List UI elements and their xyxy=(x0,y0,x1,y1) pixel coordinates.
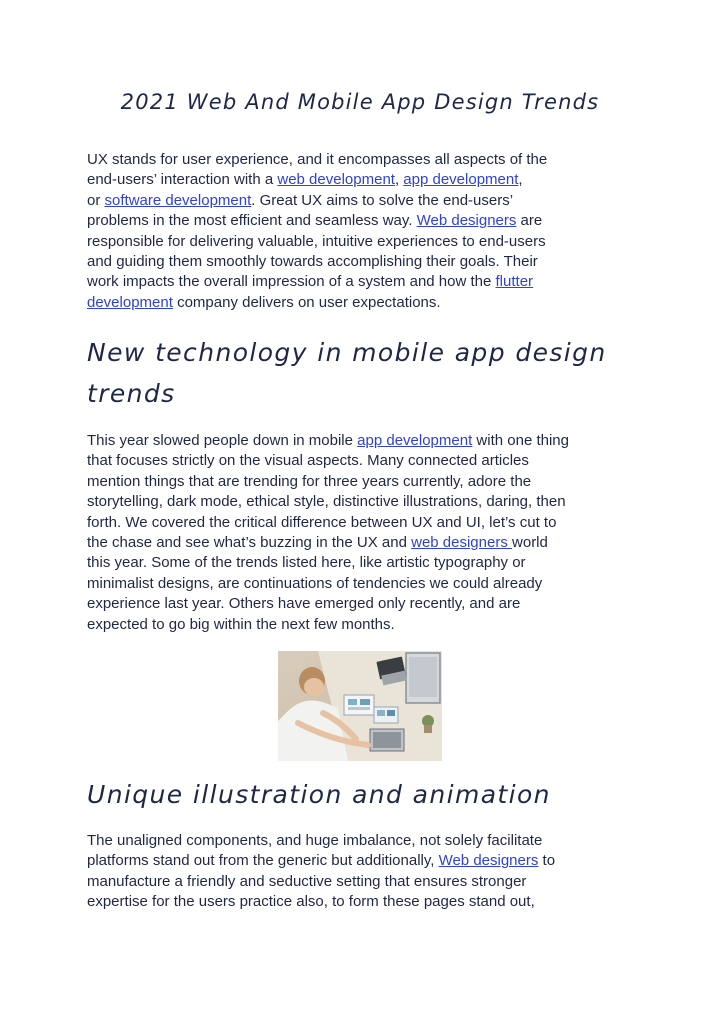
text-line xyxy=(87,170,647,190)
link-app-development[interactable]: app development xyxy=(403,171,519,189)
workspace-photo xyxy=(278,651,442,761)
text-run: , xyxy=(394,171,404,189)
text-line xyxy=(87,211,647,231)
text-line: forth. We covered the critical difference between UX and UI, let’s cut to xyxy=(87,513,557,531)
text-run: world xyxy=(512,534,548,552)
text-line: manufacture a friendly and seductive setting that ensures stronger xyxy=(87,872,527,890)
text-line xyxy=(87,191,647,211)
text-line: The unaligned components, and huge imbalance, not solely facilitate xyxy=(87,832,543,849)
text-run: to xyxy=(538,852,556,870)
section1-paragraph xyxy=(87,431,647,635)
text-run: end-users’ interaction with a xyxy=(87,171,278,189)
text-run: . Great UX aims to solve the end-users’ xyxy=(251,191,514,209)
text-line: experience last year. Others have emerged only recently, and are xyxy=(87,595,521,613)
text-run: platforms stand out from the generic but additionally, xyxy=(87,852,439,870)
section-heading-new-technology xyxy=(87,332,667,414)
text-line: storytelling, dark mode, ethical style, distinctive illustrations, daring, then xyxy=(87,493,566,511)
section2-paragraph xyxy=(87,831,647,913)
text-line xyxy=(87,533,647,553)
text-line: mention things that are trending for three years currently, adore the xyxy=(87,472,532,490)
text-line xyxy=(87,851,647,871)
text-line xyxy=(87,293,647,313)
text-run: are xyxy=(516,212,543,230)
link-web-designers[interactable]: Web designers xyxy=(438,852,539,870)
heading-line: New technology in mobile app design xyxy=(87,338,607,367)
link-flutter-development-cont[interactable]: development xyxy=(87,293,173,311)
text-run: This year slowed people down in mobile xyxy=(87,432,358,449)
link-flutter-development[interactable]: flutter xyxy=(495,273,534,291)
link-app-development[interactable]: app development xyxy=(357,432,473,449)
text-line: responsible for delivering valuable, intuitive experiences to end-users xyxy=(87,232,546,250)
link-web-development[interactable]: web development xyxy=(277,171,395,189)
text-run: work impacts the overall impression of a system and how the xyxy=(87,273,496,291)
text-line: expected to go big within the next few months. xyxy=(87,615,395,633)
text-run: the chase and see what’s buzzing in the UX and xyxy=(87,534,412,552)
text-run: or xyxy=(87,191,105,209)
text-line: that focuses strictly on the visual aspects. Many connected articles xyxy=(87,452,529,470)
text-run: with one thing xyxy=(472,432,569,449)
section-heading-unique-illustration xyxy=(87,774,667,815)
heading-line: trends xyxy=(87,379,176,408)
text-line: UX stands for user experience, and it encompasses all aspects of the xyxy=(87,151,548,168)
link-web-designers[interactable]: web designers xyxy=(411,534,513,552)
link-web-designers[interactable]: Web designers xyxy=(416,212,517,230)
text-run: company delivers on user expectations. xyxy=(172,293,441,311)
text-run: , xyxy=(518,171,523,189)
intro-paragraph xyxy=(87,150,647,313)
page-title: 2021 Web And Mobile App Design Trends xyxy=(120,90,600,114)
link-software-development[interactable]: software development xyxy=(104,191,252,209)
text-line: and guiding them smoothly towards accomplishing their goals. Their xyxy=(87,253,538,271)
text-line: expertise for the users practice also, to form these pages stand out, xyxy=(87,893,535,911)
text-line: minimalist designs, are continuations of tendencies we could already xyxy=(87,574,543,592)
text-run: problems in the most efficient and seamless way. xyxy=(87,212,417,230)
text-line xyxy=(87,272,647,292)
text-line: this year. Some of the trends listed here, like artistic typography or xyxy=(87,554,526,572)
text-line xyxy=(87,431,647,451)
heading-line: Unique illustration and animation xyxy=(87,780,551,809)
